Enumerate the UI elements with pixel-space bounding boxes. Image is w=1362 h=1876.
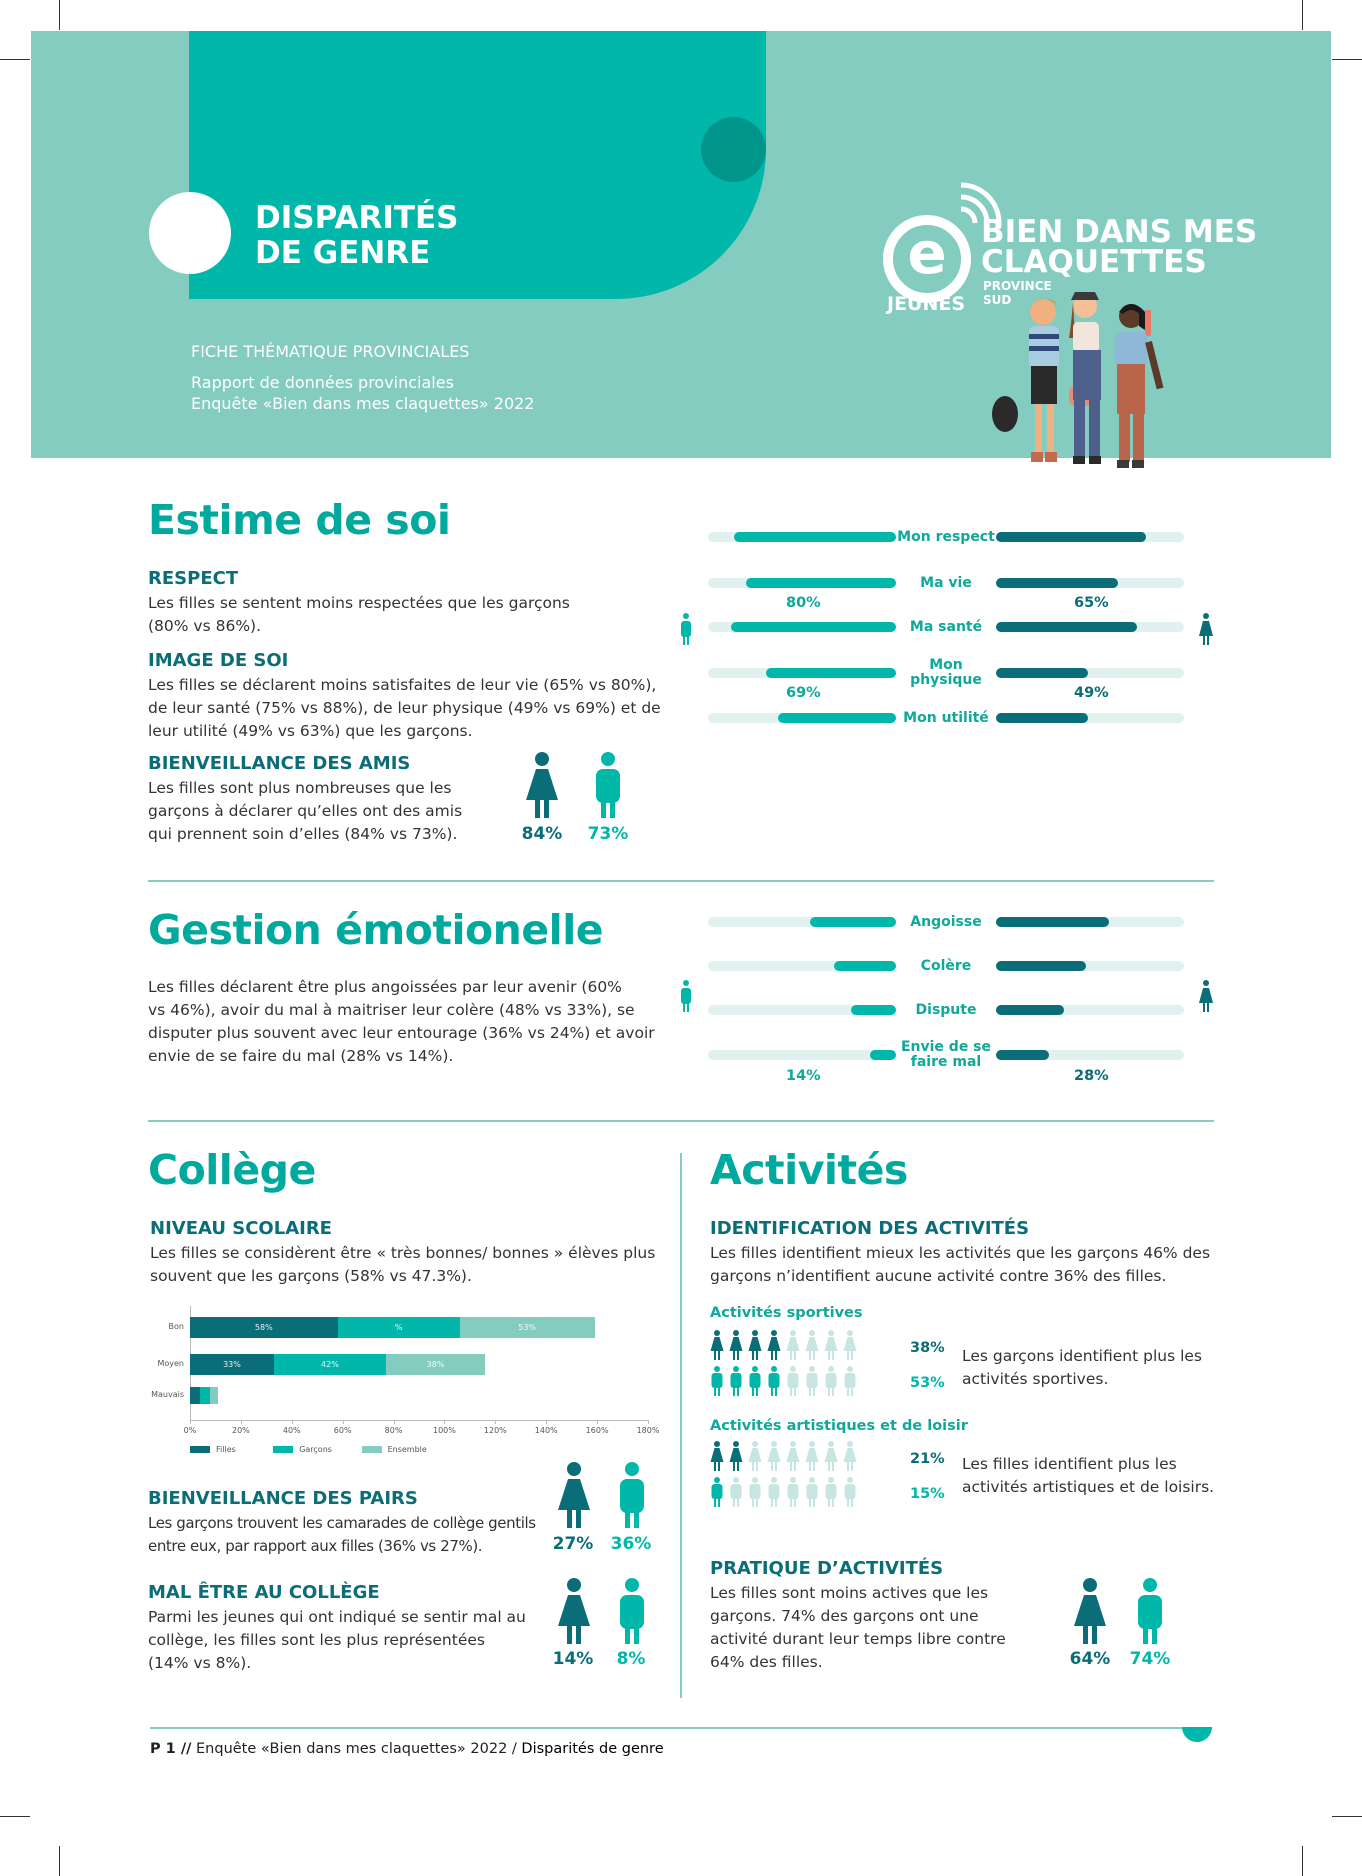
respect-heading: RESPECT bbox=[148, 568, 239, 589]
boy-pictogram-icon bbox=[748, 1366, 762, 1396]
boy-small-icon bbox=[679, 613, 693, 645]
boy-pictogram-icon bbox=[843, 1366, 857, 1396]
boy-icon bbox=[614, 1462, 650, 1528]
x-tick-label: 80% bbox=[384, 1426, 403, 1435]
pratique-heading: PRATIQUE D’ACTIVITÉS bbox=[710, 1558, 944, 1579]
footer-line bbox=[150, 1727, 1212, 1729]
crop-mark bbox=[0, 1816, 30, 1817]
art-text: Les filles identifient plus les activités artistiques et de loisirs. bbox=[962, 1455, 1215, 1496]
girl-pictogram-icon bbox=[805, 1441, 819, 1471]
boys-percent: 73% bbox=[587, 824, 629, 844]
girl-pictogram-icon bbox=[843, 1330, 857, 1360]
x-tick-label: 40% bbox=[282, 1426, 301, 1435]
girl-pictogram-icon bbox=[824, 1441, 838, 1471]
bar-category-label: Angoisse bbox=[910, 913, 982, 930]
pairs-text: Les garçons trouvent les camarades de collège gentils entre eux, par rapport aux filles (36% vs 27%). bbox=[148, 1514, 536, 1555]
boy-pictogram-icon bbox=[710, 1366, 724, 1396]
girls-bar bbox=[996, 713, 1088, 723]
boys-bar bbox=[746, 578, 896, 588]
bar-category-label: Envie de se faire mal bbox=[900, 1039, 992, 1070]
teens-illustration bbox=[985, 286, 1185, 506]
crop-mark bbox=[59, 1846, 60, 1876]
girl-pictogram-icon bbox=[710, 1330, 724, 1360]
x-tick bbox=[495, 1420, 496, 1424]
section-title-gestion: Gestion émotionelle bbox=[148, 906, 604, 954]
girl-icon bbox=[524, 752, 560, 818]
stacked-bar-segment bbox=[200, 1387, 210, 1404]
logo-letter: e bbox=[907, 219, 947, 287]
girls-bar bbox=[996, 1050, 1049, 1060]
category-label: Mauvais bbox=[151, 1389, 184, 1399]
x-tick-label: 180% bbox=[636, 1426, 660, 1435]
legend-swatch bbox=[362, 1446, 382, 1453]
girl-pictogram-icon bbox=[710, 1441, 724, 1471]
girl-pictogram-icon bbox=[767, 1330, 781, 1360]
gestion-text: Les filles déclarent être plus angoissées par leur avenir (60% vs 46%), avoir du mal à maitriser leur colère (48% vs 33%), se disputer plus souvent avec leur entourage (36% vs 24%) et avoir envie de se faire du mal (28% vs 14%). bbox=[148, 978, 655, 1065]
bar-track-left bbox=[708, 1050, 896, 1060]
decorative-circle bbox=[149, 192, 231, 274]
art-subheading: Activités artistiques et de loisir bbox=[710, 1418, 968, 1434]
segment-value-label: 53% bbox=[518, 1323, 537, 1332]
fiche-label: FICHE THÉMATIQUE PROVINCIALES bbox=[191, 342, 470, 361]
page-title: DISPARITÉS DE GENRE bbox=[255, 200, 459, 271]
bienveillance-amis-text: Les filles sont plus nombreuses que les garçons à déclarer qu’elles ont des amis qui prennent soin d’elles (84% vs 73%). bbox=[148, 779, 463, 843]
header-subtitle: Rapport de données provinciales Enquête «Bien dans mes claquettes» 2022 bbox=[191, 373, 535, 413]
boys-bar bbox=[731, 622, 896, 632]
girls-bar bbox=[996, 1005, 1064, 1015]
boys-bar bbox=[851, 1005, 896, 1015]
section-title-college: Collège bbox=[148, 1146, 316, 1194]
gestion-girls-value: 28% bbox=[1074, 1068, 1109, 1084]
image-heading: IMAGE DE SOI bbox=[148, 650, 289, 671]
boy-pictogram-icon bbox=[824, 1366, 838, 1396]
boy-icon bbox=[1132, 1578, 1168, 1644]
niveau-heading: NIVEAU SCOLAIRE bbox=[150, 1218, 332, 1239]
logo-province: PROVINCE SUD bbox=[983, 279, 1052, 307]
legend-label: Ensemble bbox=[387, 1445, 427, 1454]
boy-pictogram-icon bbox=[729, 1477, 743, 1507]
boys-bar bbox=[766, 668, 896, 678]
pairs-girls-percent: 27% bbox=[552, 1534, 594, 1554]
segment-value-label: 33% bbox=[223, 1360, 241, 1369]
boy-pictogram-icon bbox=[843, 1477, 857, 1507]
girl-pictogram-icon bbox=[767, 1441, 781, 1471]
stacked-bar-segment bbox=[210, 1387, 218, 1404]
mal-boys-percent: 8% bbox=[616, 1649, 646, 1669]
girls-percent: 84% bbox=[521, 824, 563, 844]
estime-girls-value-1: 65% bbox=[1074, 595, 1109, 611]
footer-text: Enquête «Bien dans mes claquettes» 2022 / bbox=[191, 1741, 522, 1757]
girls-bar bbox=[996, 578, 1118, 588]
girl-pictogram-icon bbox=[786, 1330, 800, 1360]
girl-pictogram-icon bbox=[786, 1441, 800, 1471]
mal-girls-percent: 14% bbox=[552, 1649, 594, 1669]
art-boys-percent: 15% bbox=[910, 1486, 945, 1502]
bar-category-label: Colère bbox=[920, 957, 972, 974]
x-tick-label: 20% bbox=[231, 1426, 250, 1435]
boy-small-icon bbox=[679, 980, 693, 1012]
bienveillance-amis-heading: BIENVEILLANCE DES AMIS bbox=[148, 753, 411, 774]
girl-pictogram-icon bbox=[748, 1441, 762, 1471]
crop-mark bbox=[1302, 1846, 1303, 1876]
boys-bar bbox=[810, 917, 896, 927]
girl-pictogram-icon bbox=[729, 1441, 743, 1471]
pairs-boys-percent: 36% bbox=[610, 1534, 652, 1554]
girls-bar bbox=[996, 917, 1109, 927]
category-label: Bon bbox=[168, 1321, 184, 1331]
crop-mark bbox=[1302, 0, 1303, 30]
boys-bar bbox=[734, 532, 896, 542]
sport-boys-percent: 53% bbox=[910, 1375, 945, 1391]
girl-pictogram-icon bbox=[729, 1330, 743, 1360]
girl-pictogram-icon bbox=[805, 1330, 819, 1360]
identification-text: Les filles identifient mieux les activités que les garçons 46% des garçons n’identifient aucune activité contre 36% des filles. bbox=[710, 1244, 1211, 1285]
x-tick bbox=[546, 1420, 547, 1424]
x-tick bbox=[343, 1420, 344, 1424]
boy-pictogram-icon bbox=[767, 1477, 781, 1507]
pratique-text: Les filles sont moins actives que les garçons. 74% des garçons ont une activité durant leur temps libre contre 64% des filles. bbox=[710, 1584, 1006, 1671]
girls-bar bbox=[996, 532, 1146, 542]
estime-boys-value-1: 80% bbox=[786, 595, 821, 611]
logo-jeunes: JEUNES bbox=[887, 293, 966, 315]
respect-text: Les filles se sentent moins respectées que les garçons (80% vs 86%). bbox=[148, 594, 570, 635]
girl-pictogram-icon bbox=[748, 1330, 762, 1360]
girl-small-icon bbox=[1198, 980, 1214, 1012]
crop-mark bbox=[0, 59, 30, 60]
image-text: Les filles se déclarent moins satisfaites de leur vie (65% vs 80%), de leur santé (75% vs 88%), de leur physique (49% vs 69%) et de leur utilité (49% vs 63%) que les garçons. bbox=[148, 676, 661, 740]
x-tick bbox=[190, 1420, 191, 1424]
decorative-circle bbox=[701, 117, 766, 182]
mal-etre-text: Parmi les jeunes qui ont indiqué se sentir mal au collège, les filles sont les plus représentées (14% vs 8%). bbox=[148, 1608, 526, 1672]
x-tick bbox=[394, 1420, 395, 1424]
boy-pictogram-icon bbox=[710, 1477, 724, 1507]
boy-pictogram-icon bbox=[729, 1366, 743, 1396]
boys-bar bbox=[834, 961, 896, 971]
x-tick-label: 140% bbox=[534, 1426, 558, 1435]
x-tick bbox=[444, 1420, 445, 1424]
bar-category-label: Mon utilité bbox=[903, 709, 989, 726]
segment-value-label: % bbox=[394, 1323, 403, 1332]
x-tick-label: 120% bbox=[483, 1426, 507, 1435]
girls-bar bbox=[996, 622, 1137, 632]
sport-text: Les garçons identifient plus les activités sportives. bbox=[962, 1347, 1203, 1388]
bar-category-label: Mon physique bbox=[910, 657, 982, 688]
boy-pictogram-icon bbox=[805, 1366, 819, 1396]
boy-pictogram-icon bbox=[824, 1477, 838, 1507]
boy-icon bbox=[614, 1578, 650, 1644]
crop-mark bbox=[1332, 1816, 1362, 1817]
girls-bar bbox=[996, 668, 1088, 678]
x-tick bbox=[597, 1420, 598, 1424]
boy-pictogram-icon bbox=[767, 1366, 781, 1396]
legend-label: Garçons bbox=[299, 1445, 332, 1454]
boy-icon bbox=[590, 752, 626, 818]
sport-subheading: Activités sportives bbox=[710, 1305, 863, 1321]
page-number: P 1 // bbox=[150, 1741, 192, 1757]
legend-swatch bbox=[190, 1446, 210, 1453]
gestion-boys-value: 14% bbox=[786, 1068, 821, 1084]
category-label: Moyen bbox=[157, 1358, 184, 1368]
boy-pictogram-icon bbox=[786, 1477, 800, 1507]
footer-dot bbox=[1182, 1712, 1212, 1742]
mal-etre-heading: MAL ÊTRE AU COLLÈGE bbox=[148, 1582, 380, 1603]
segment-value-label: 38% bbox=[426, 1360, 445, 1369]
bar-category-label: Ma santé bbox=[909, 618, 983, 635]
girl-icon bbox=[1072, 1578, 1108, 1644]
sport-girls-percent: 38% bbox=[910, 1340, 945, 1356]
pratique-girls-percent: 64% bbox=[1069, 1649, 1111, 1669]
footer-topic: Disparités de genre bbox=[521, 1741, 664, 1757]
segment-value-label: 42% bbox=[321, 1360, 339, 1369]
x-tick-label: 0% bbox=[183, 1426, 197, 1435]
boy-pictogram-icon bbox=[786, 1366, 800, 1396]
bar-category-label: Ma vie bbox=[920, 574, 972, 591]
crop-mark bbox=[1332, 59, 1362, 60]
section-divider bbox=[148, 880, 1214, 882]
niveau-text: Les filles se considèrent être « très bonnes/ bonnes » élèves plus souvent que les garçons (58% vs 47.3%). bbox=[150, 1244, 656, 1285]
art-girls-percent: 21% bbox=[910, 1451, 945, 1467]
section-divider bbox=[148, 1120, 1214, 1122]
crop-mark bbox=[59, 0, 60, 30]
boy-pictogram-icon bbox=[805, 1477, 819, 1507]
pairs-heading: BIENVEILLANCE DES PAIRS bbox=[148, 1488, 418, 1509]
x-tick bbox=[241, 1420, 242, 1424]
x-tick bbox=[648, 1420, 649, 1424]
bar-category-label: Mon respect bbox=[897, 528, 995, 545]
identification-heading: IDENTIFICATION DES ACTIVITÉS bbox=[710, 1218, 1030, 1239]
bar-category-label: Dispute bbox=[915, 1001, 977, 1018]
section-title-activites: Activités bbox=[710, 1146, 908, 1194]
x-tick-label: 160% bbox=[585, 1426, 609, 1435]
section-title-estime: Estime de soi bbox=[148, 496, 451, 544]
pratique-boys-percent: 74% bbox=[1129, 1649, 1171, 1669]
segment-value-label: 58% bbox=[254, 1323, 273, 1332]
girls-bar bbox=[996, 961, 1086, 971]
stacked-bar-segment bbox=[190, 1387, 200, 1404]
x-axis bbox=[190, 1420, 648, 1421]
x-tick bbox=[292, 1420, 293, 1424]
column-separator bbox=[680, 1153, 682, 1698]
boy-pictogram-icon bbox=[748, 1477, 762, 1507]
page-footer bbox=[150, 1741, 664, 1757]
girl-pictogram-icon bbox=[843, 1441, 857, 1471]
estime-boys-value-2: 69% bbox=[786, 685, 821, 701]
logo-wordmark: BIEN DANS MES CLAQUETTES bbox=[981, 214, 1258, 280]
girl-pictogram-icon bbox=[824, 1330, 838, 1360]
legend-swatch bbox=[273, 1446, 293, 1453]
girl-small-icon bbox=[1198, 613, 1214, 645]
x-tick-label: 60% bbox=[333, 1426, 352, 1435]
legend-label: Filles bbox=[216, 1445, 236, 1454]
girl-icon bbox=[556, 1578, 592, 1644]
girl-icon bbox=[556, 1462, 592, 1528]
x-tick-label: 100% bbox=[433, 1426, 456, 1435]
estime-girls-value-2: 49% bbox=[1074, 685, 1109, 701]
boys-bar bbox=[778, 713, 896, 723]
